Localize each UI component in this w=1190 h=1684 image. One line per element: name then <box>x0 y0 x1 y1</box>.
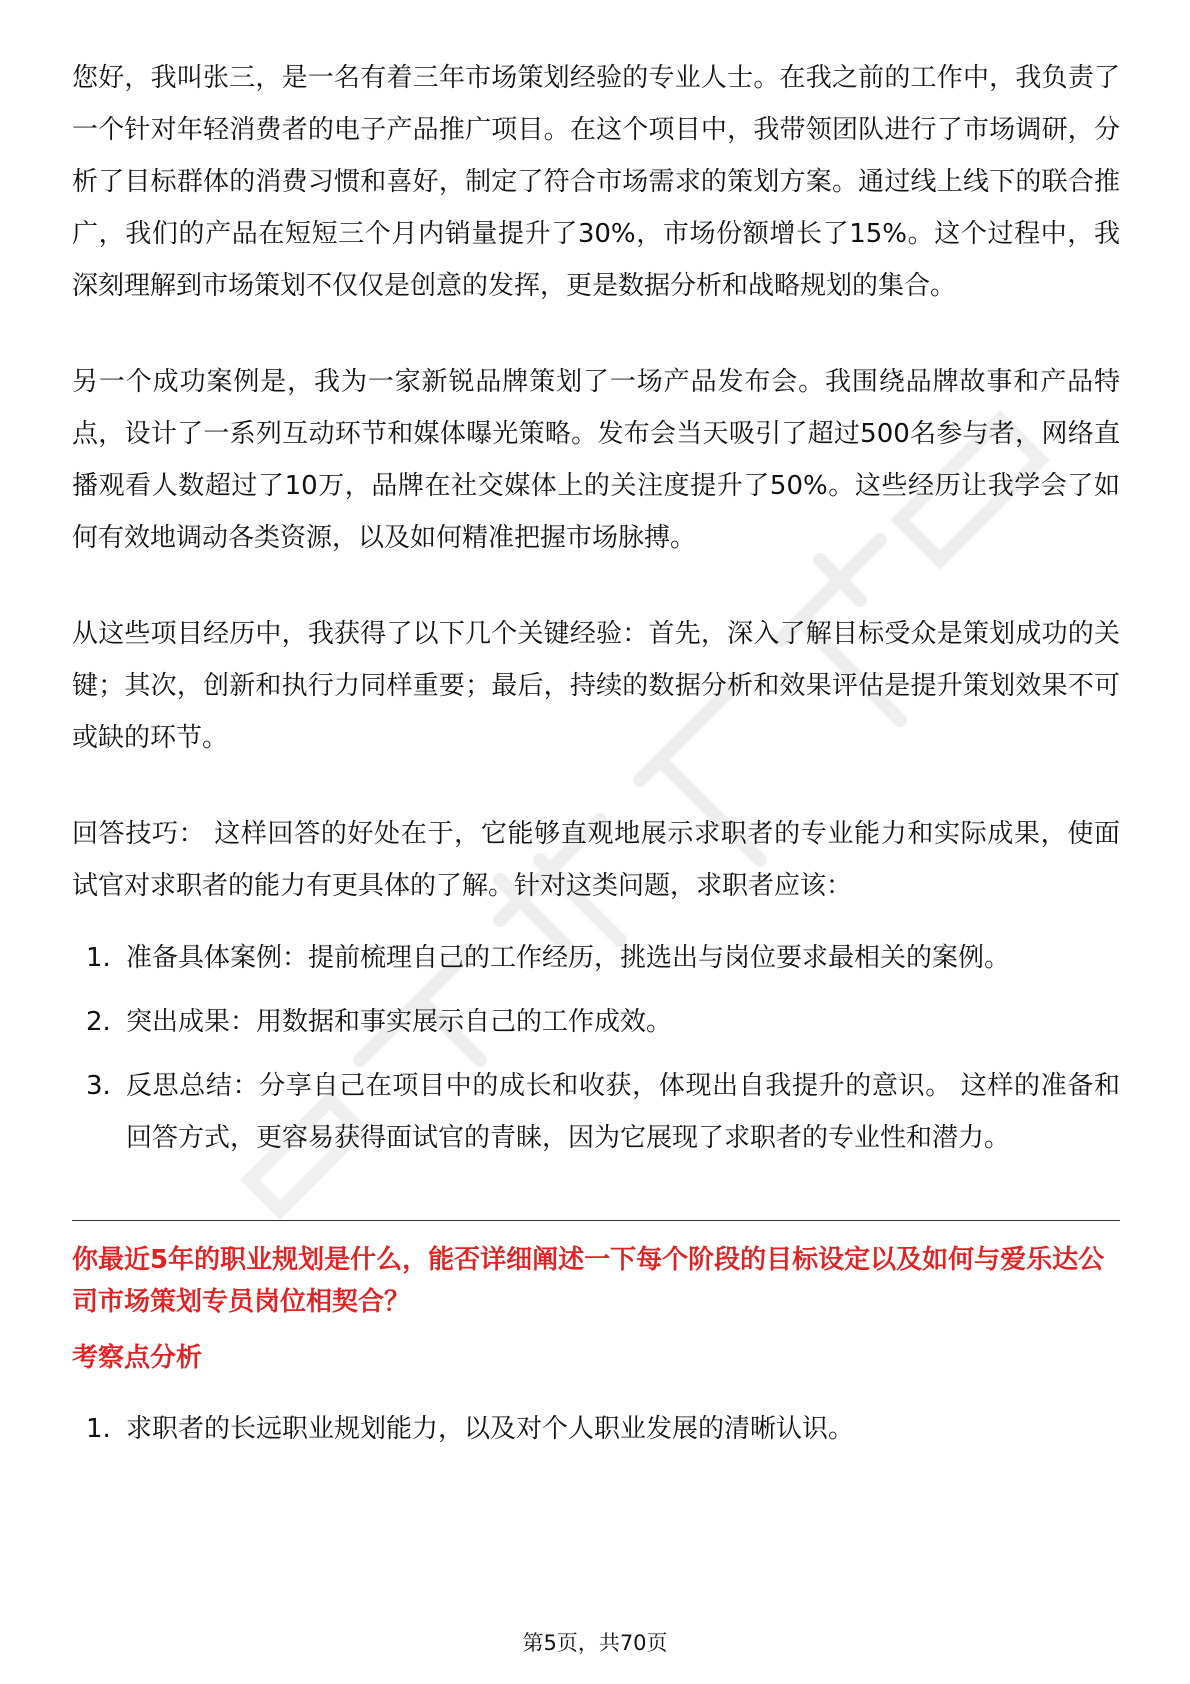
list-item <box>72 996 1120 1048</box>
list-item-number: 1. <box>86 1414 111 1444</box>
list-item <box>72 1060 1120 1164</box>
list-item-number: 3. <box>86 1071 111 1101</box>
answer-paragraph-1: 您好，我叫张三，是一名有着三年市场策划经验的专业人士。在我之前的工作中，我负责了一个针对年轻消费者的电子产品推广项目。在这个项目中，我带领团队进行了市场调研，分析了目标群体的消费习惯和喜好，制定了符合市场需求的策划方案。通过线上线下的联合推广，我们的产品在短短三个月内销量提升了30%，市场份额增长了15%。这个过程中，我深刻理解到市场策划不仅仅是创意的发挥，更是数据分析和战略规划的集合。 <box>72 63 1120 301</box>
list-item-number: 1. <box>86 943 111 973</box>
page-number: 第5页，共70页 <box>522 1631 668 1655</box>
section-divider <box>72 1220 1120 1221</box>
list-item <box>72 1403 1120 1455</box>
page-content <box>72 52 1120 1511</box>
tips-list <box>72 932 1120 1164</box>
analysis-heading: 考察点分析 <box>72 1343 203 1373</box>
list-item-number: 2. <box>86 1007 111 1037</box>
answer-paragraph-3: 从这些项目经历中，我获得了以下几个关键经验：首先，深入了解目标受众是策划成功的关键；其次，创新和执行力同样重要；最后，持续的数据分析和效果评估是提升策划效果不可或缺的环节。 <box>72 619 1120 753</box>
list-item-text: 准备具体案例：提前梳理自己的工作经历，挑选出与岗位要求最相关的案例。 <box>126 943 1011 973</box>
answer-tips-intro: 回答技巧： 这样回答的好处在于，它能够直观地展示求职者的专业能力和实际成果，使面试官对求职者的能力有更具体的了解。针对这类问题，求职者应该： <box>72 819 1120 901</box>
list-item <box>72 932 1120 984</box>
question-heading: 你最近5年的职业规划是什么，能否详细阐述一下每个阶段的目标设定以及如何与爱乐达公司市场策划专员岗位相契合？ <box>72 1245 1105 1317</box>
points-list <box>72 1403 1120 1455</box>
list-item-text: 反思总结：分享自己在项目中的成长和收获，体现出自我提升的意识。 这样的准备和回答方式，更容易获得面试官的青睐，因为它展现了求职者的专业性和潜力。 <box>126 1071 1120 1153</box>
answer-paragraph-2: 另一个成功案例是，我为一家新锐品牌策划了一场产品发布会。我围绕品牌故事和产品特点，设计了一系列互动环节和媒体曝光策略。发布会当天吸引了超过500名参与者，网络直播观看人数超过了10万，品牌在社交媒体上的关注度提升了50%。这些经历让我学会了如何有效地调动各类资源，以及如何精准把握市场脉搏。 <box>72 367 1120 553</box>
list-item-text: 求职者的长远职业规划能力，以及对个人职业发展的清晰认识。 <box>126 1414 855 1444</box>
list-item-text: 突出成果：用数据和事实展示自己的工作成效。 <box>126 1007 673 1037</box>
